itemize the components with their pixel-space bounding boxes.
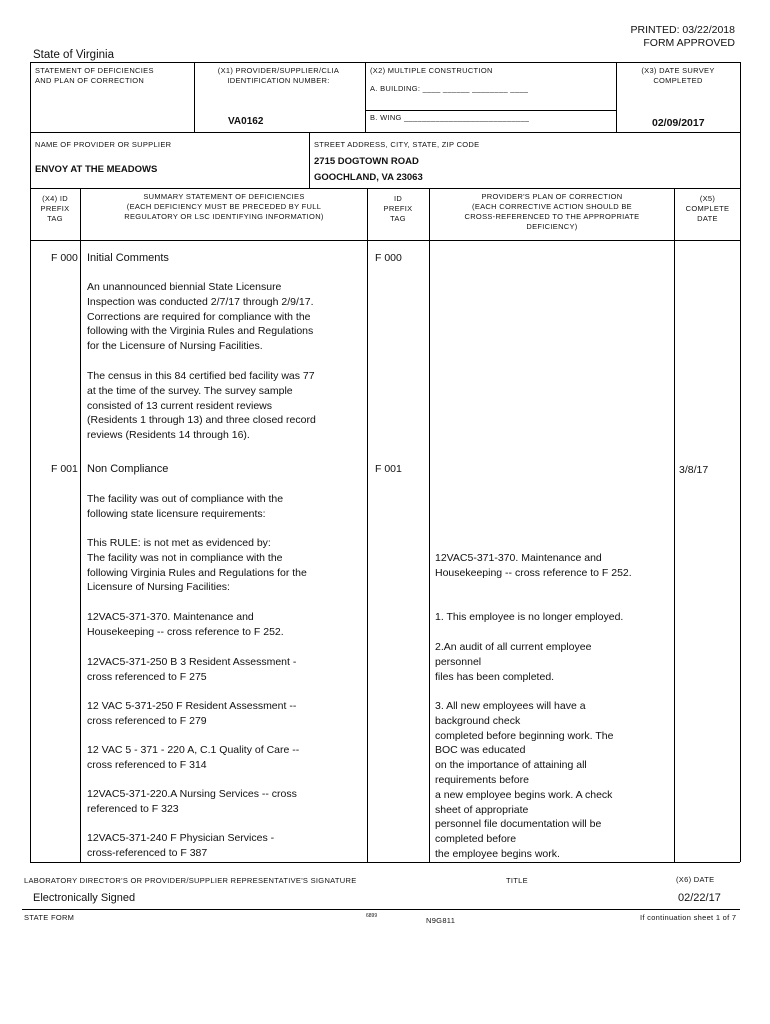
survey-date: 02/09/2017 [652,117,705,129]
plan-item: 1. This employee is no longer employed. [435,611,624,623]
x5-header: (X5) COMPLETE DATE [685,194,730,223]
rule [616,62,617,132]
wing-label: B. WING ____________________________ [370,113,530,122]
rule [365,62,366,132]
rule [194,62,195,132]
f000-paragraph-2: The census in this 84 certified bed facility was 77 at the time of the survey. The survey sample consisted of 13 current resident reviews (Residents 1 through 13) and three closed record reviews (Residents 14 through 16). [87,370,316,442]
form-code: 6899 [366,913,378,919]
provider-id: VA0162 [228,116,264,127]
rule [309,132,310,188]
f000-id-tag: F 000 [375,252,402,264]
rule [30,132,740,133]
state-title: State of Virginia [33,49,114,61]
f001-reference: 12VAC5-371-250 B 3 Resident Assessment - cross referenced to F 275 [87,656,297,683]
rule [365,110,616,111]
state-form-label: STATE FORM [24,913,75,922]
f001-title: Non Compliance [87,463,169,475]
f000-tag: F 000 [51,252,78,264]
printed-date: PRINTED: 03/22/2018 [630,24,735,36]
x4-header: (X4) ID PREFIX TAG [40,194,70,223]
form-approved: FORM APPROVED [643,37,735,49]
f001-reference: 12VAC5-371-370. Maintenance and Housekeeping -- cross reference to F 252. [87,611,284,638]
print-header [631,24,735,50]
rule [30,240,740,241]
f001-reference: 12VAC5-371-220.A Nursing Services -- cross referenced to F 323 [87,788,297,815]
plan-header: PROVIDER'S PLAN OF CORRECTION (EACH CORRECTIVE ACTION SHOULD BE CROSS-REFERENCED TO THE APPROPRIATE DEFICIENCY) [464,192,640,231]
building-label: A. BUILDING: ____ ______ ________ ____ [370,84,529,93]
rule [30,62,31,862]
address-label: STREET ADDRESS, CITY, STATE, ZIP CODE [314,140,480,149]
f000-paragraph-1: An unannounced biennial State Licensure Inspection was conducted 2/7/17 through 2/9/17. Corrections are required for compliance with the following with the Virginia Rules and Regulations for the Licensure of Nursing Facilities. [87,281,314,353]
event-id: N9G811 [426,916,456,925]
rule [80,188,81,862]
x2-label: (X2) MULTIPLE CONSTRUCTION [370,66,493,75]
city-state-zip: GOOCHLAND, VA 23063 [314,172,423,183]
signature-value: Electronically Signed [33,892,136,904]
x6-date-label: (X6) DATE [676,875,715,884]
rule [674,188,675,862]
rule [740,62,741,862]
plan-item: 12VAC5-371-370. Maintenance and Housekeeping -- cross reference to F 252. [435,552,632,579]
footer-rule [22,909,740,910]
f000-title: Initial Comments [87,252,169,264]
f001-paragraph-1: The facility was out of compliance with the following state licensure requirements: [87,493,284,520]
f001-id-tag: F 001 [375,463,402,475]
plan-item: 2.An audit of all current employee personnel files has been completed. [435,641,592,683]
provider-name: ENVOY AT THE MEADOWS [35,164,158,175]
rule [429,188,430,862]
summary-header: SUMMARY STATEMENT OF DEFICIENCIES (EACH DEFICIENCY MUST BE PRECEDED BY FULL REGULATORY OR LSC IDENTIFYING INFORMATION) [124,192,324,221]
f001-reference: 12 VAC 5-371-250 F Resident Assessment -- cross referenced to F 279 [87,700,297,727]
signature-label: LABORATORY DIRECTOR'S OR PROVIDER/SUPPLIER REPRESENTATIVE'S SIGNATURE [24,876,357,885]
continuation-sheet: If continuation sheet 1 of 7 [640,913,737,922]
f001-reference: 12 VAC 5 - 371 - 220 A, C.1 Quality of Care -- cross referenced to F 314 [87,744,300,771]
rule [30,188,740,189]
plan-item: 3. All new employees will have a background check completed before beginning work. The BOC was educated on the importance of attaining all requirements before a new employee begins work. A check sheet of appropriate personnel file documentation will be completed before the employee begins work. [435,700,614,860]
title-label: TITLE [506,876,528,885]
f001-reference: 12VAC5-371-240 F Physician Services - cross-referenced to F 387 [87,832,275,859]
street-address: 2715 DOGTOWN ROAD [314,156,419,167]
id-prefix-header: ID PREFIX TAG [383,194,413,223]
rule [30,862,740,863]
rule [30,62,740,63]
f001-paragraph-2: This RULE: is not met as evidenced by: The facility was not in compliance with the following Virginia Rules and Regulations for the Licensure of Nursing Facilities: [87,537,307,594]
f001-tag: F 001 [51,463,78,475]
statement-label: STATEMENT OF DEFICIENCIES AND PLAN OF CORRECTION [35,66,154,85]
signature-date: 02/22/17 [678,892,721,904]
rule [367,188,368,862]
x1-label: (X1) PROVIDER/SUPPLIER/CLIA IDENTIFICATION NUMBER: [217,66,340,85]
provider-name-label: NAME OF PROVIDER OR SUPPLIER [35,140,172,149]
f001-complete-date: 3/8/17 [679,464,709,476]
x3-label: (X3) DATE SURVEY COMPLETED [641,66,715,85]
